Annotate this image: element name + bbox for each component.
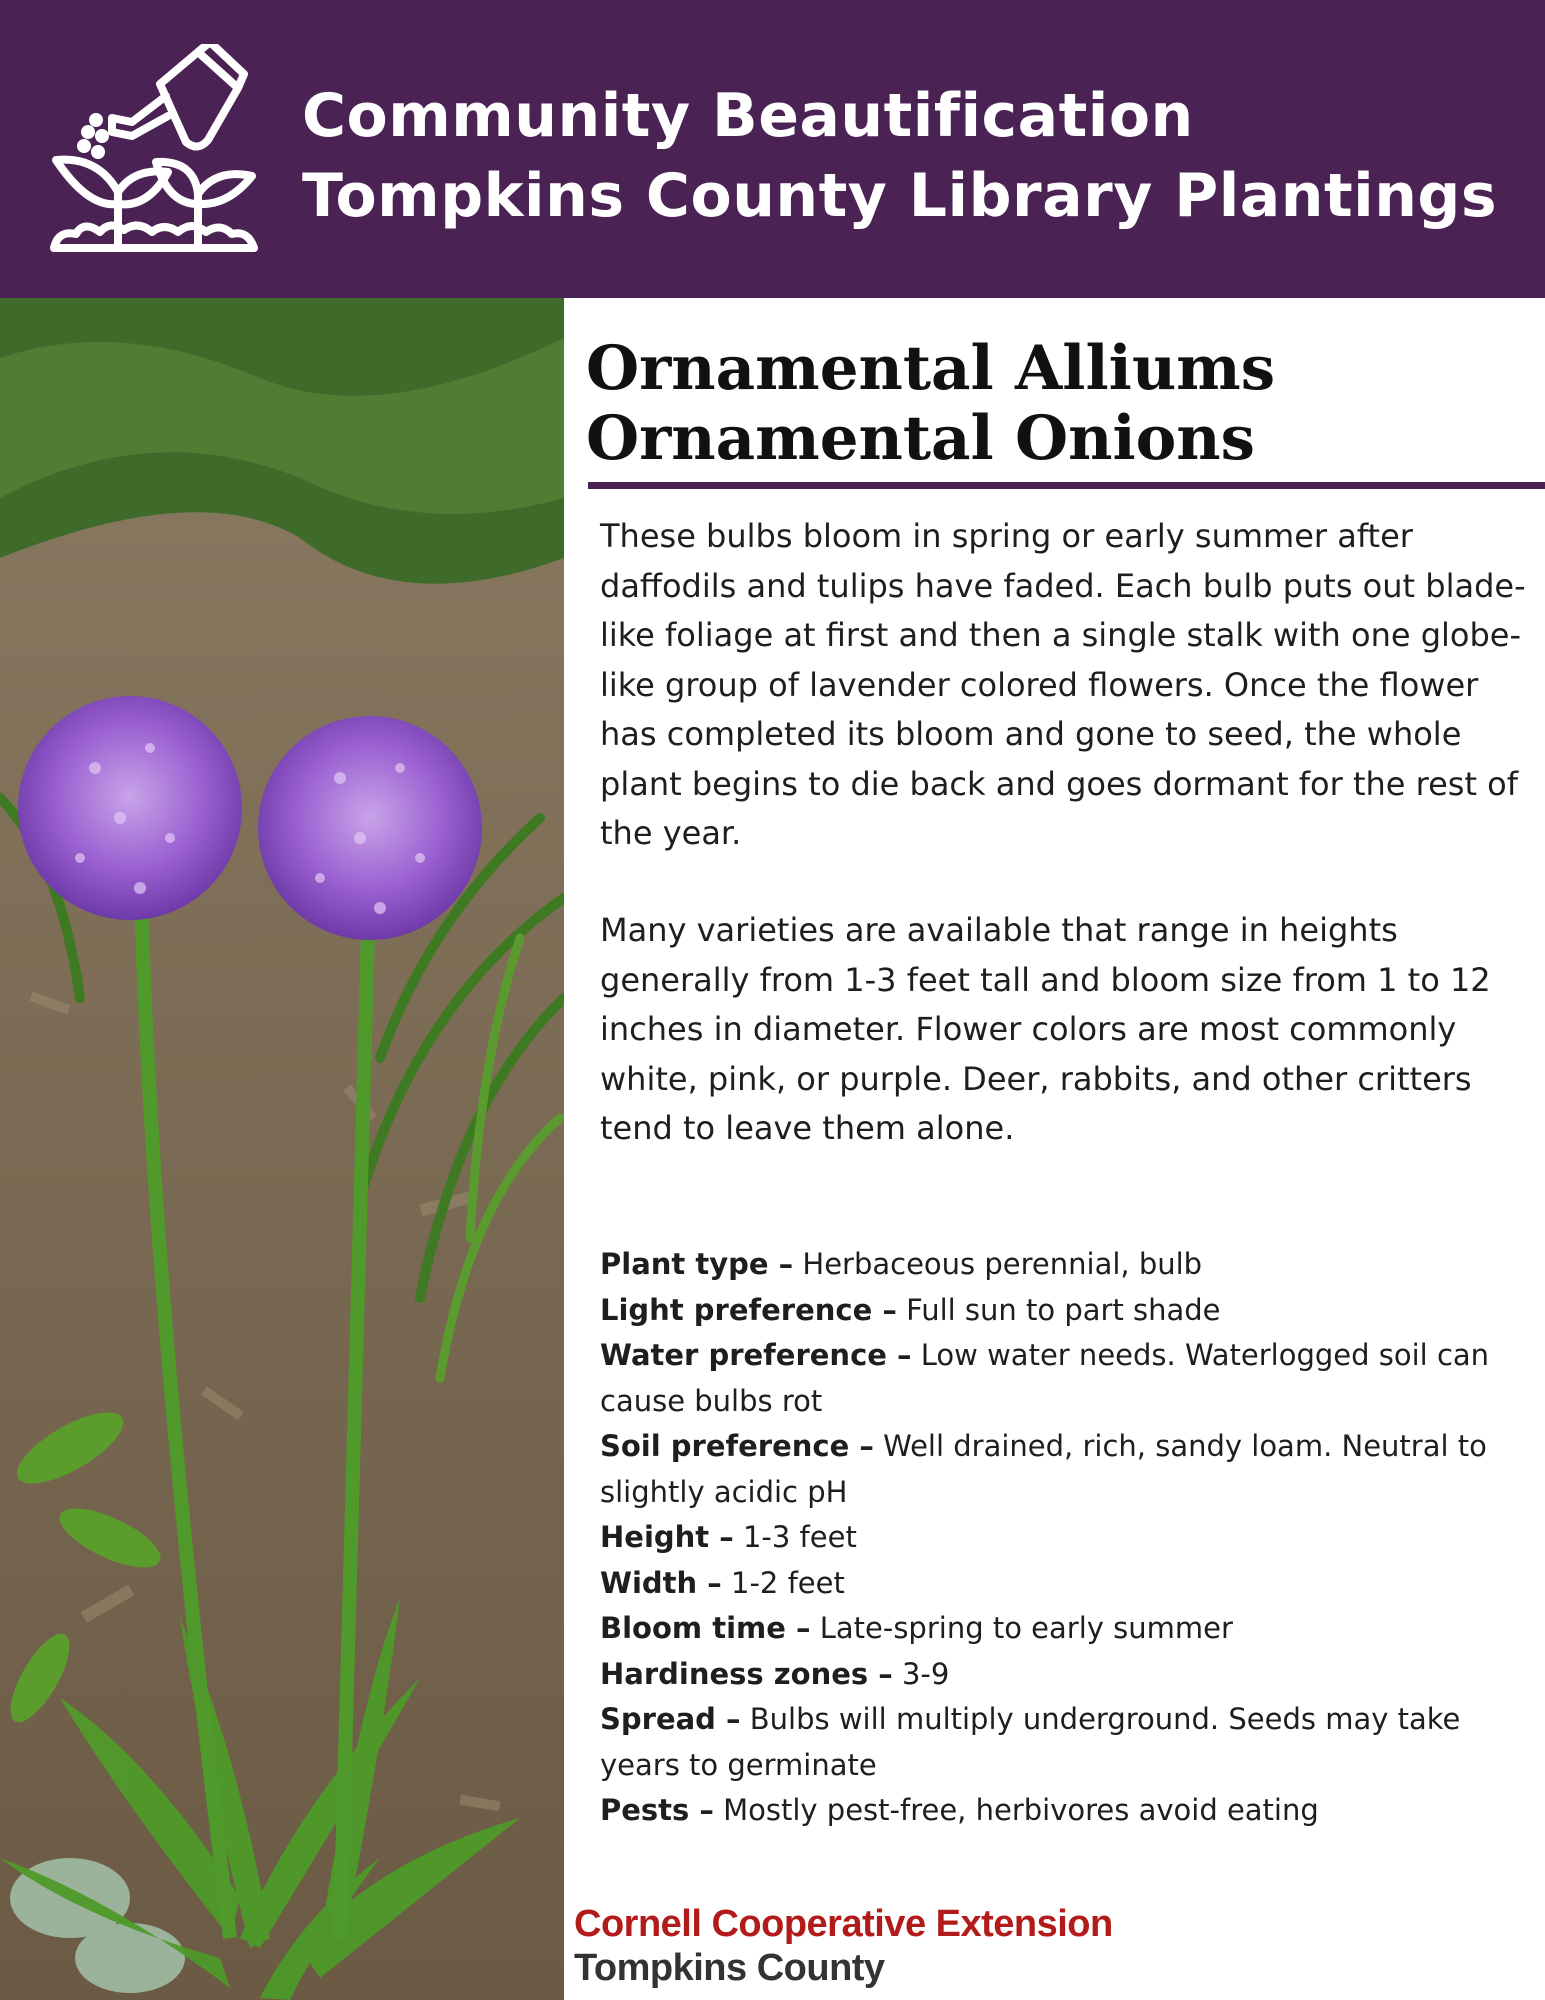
- plant-title: [586, 334, 1275, 474]
- fact-height: [600, 1515, 1530, 1561]
- description-paragraph: These bulbs bloom in spring or early summer after daffodils and tulips have faded. Each bulb puts out blade-like foliage at first and then a single stalk with one globe-like group of lavender colored flowers. Once the flower has completed its bloom and gone to seed, the whole plant begins to die back and goes dormant for the rest of the year.: [600, 517, 1526, 852]
- fact-width: [600, 1561, 1530, 1607]
- fact-soil-preference: [600, 1424, 1530, 1515]
- fact-spread: [600, 1697, 1530, 1788]
- fact-plant-type: [600, 1242, 1530, 1288]
- description-paragraph: Many varieties are available that range in heights generally from 1-3 feet tall and bloom size from 1 to 12 inches in diameter. Flower colors are most commonly white, pink, or purple. Deer, rabbits, and other critters tend to leave them alone.: [600, 911, 1491, 1147]
- fact-label: Width –: [600, 1565, 722, 1600]
- allium-flower-photo: [0, 298, 564, 2000]
- fact-value: Well drained, rich, sandy loam. Neutral to slightly acidic pH: [600, 1429, 1487, 1509]
- header-title-line2: Tompkins County Library Plantings: [302, 161, 1498, 231]
- fact-value: 1-3 feet: [742, 1520, 857, 1554]
- plant-title-line1: Ornamental Alliums: [586, 333, 1276, 404]
- fact-label: Bloom time –: [600, 1611, 811, 1645]
- fact-value: 3-9: [901, 1656, 950, 1691]
- plant-info-panel: [586, 298, 1545, 2000]
- fact-label: Light preference –: [600, 1292, 897, 1327]
- cce-logo: [574, 1902, 1113, 1990]
- fact-light-preference: [600, 1288, 1530, 1334]
- fact-water-preference: [600, 1333, 1530, 1424]
- fact-bloom-time: [600, 1606, 1530, 1652]
- footer-org-name: Cornell Cooperative Extension: [574, 1903, 1113, 1945]
- plant-facts-list: [600, 1242, 1530, 1834]
- watering-can-seedlings-icon: [48, 44, 260, 256]
- plant-title-line2: Ornamental Onions: [586, 403, 1256, 474]
- fact-value: Late-spring to early summer: [819, 1611, 1233, 1645]
- fact-pests: [600, 1788, 1530, 1834]
- fact-value: Bulbs will multiply underground. Seeds may take years to germinate: [600, 1702, 1461, 1782]
- fact-hardiness-zones: [600, 1652, 1530, 1698]
- header-banner: [0, 0, 1545, 298]
- allium-photo-illustration: [0, 298, 564, 2000]
- fact-value: Low water needs. Waterlogged soil can cause bulbs rot: [600, 1338, 1490, 1418]
- footer-county-name: Tompkins County: [574, 1947, 885, 1989]
- fact-label: Height –: [600, 1520, 734, 1554]
- fact-label: Water preference –: [600, 1338, 912, 1372]
- fact-value: Mostly pest-free, herbivores avoid eating: [723, 1793, 1319, 1827]
- fact-value: 1-2 feet: [731, 1565, 845, 1600]
- title-divider: [588, 482, 1545, 489]
- fact-value: Full sun to part shade: [906, 1292, 1221, 1327]
- fact-label: Soil preference –: [600, 1429, 874, 1463]
- fact-label: Hardiness zones –: [600, 1656, 893, 1691]
- header-title: [302, 76, 1497, 236]
- fact-label: Spread –: [600, 1702, 741, 1736]
- fact-label: Plant type –: [600, 1247, 794, 1281]
- fact-value: Herbaceous perennial, bulb: [802, 1247, 1203, 1281]
- fact-label: Pests –: [600, 1793, 714, 1827]
- header-title-line1: Community Beautification: [302, 81, 1194, 151]
